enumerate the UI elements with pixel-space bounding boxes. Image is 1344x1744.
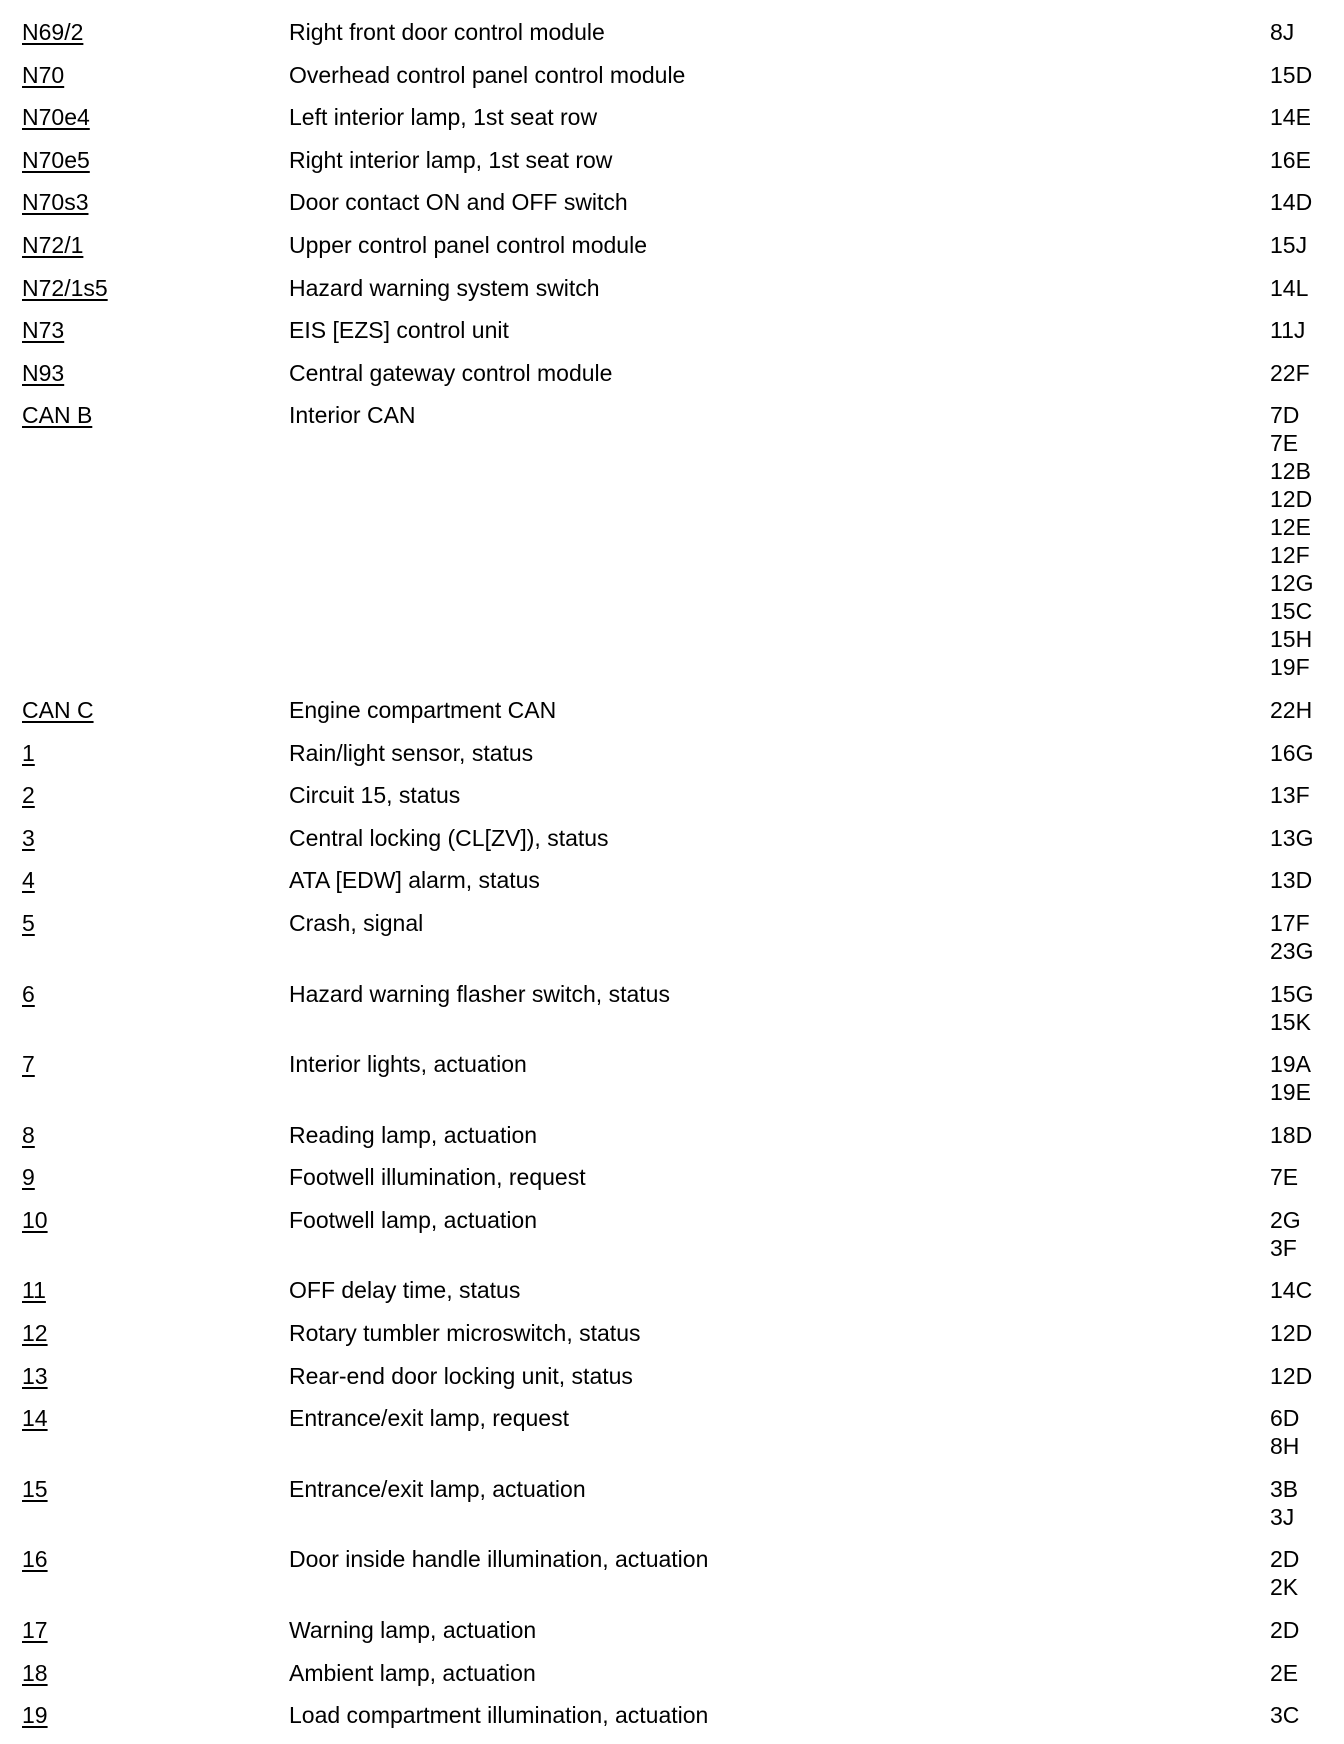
grid-reference-list [1270, 696, 1312, 724]
legend-row [0, 980, 1344, 1036]
grid-reference: 15J [1270, 231, 1308, 258]
legend-row [0, 1659, 1344, 1687]
legend-row [0, 274, 1344, 302]
legend-row [0, 1475, 1344, 1531]
component-description: Upper control panel control module [289, 231, 647, 258]
component-code-link[interactable]: 12 [22, 1320, 48, 1347]
component-description: Central gateway control module [289, 359, 613, 386]
grid-reference: 17F [1270, 909, 1310, 936]
component-code-link[interactable]: 6 [22, 980, 35, 1007]
component-code-link[interactable]: N70e4 [22, 104, 90, 131]
legend-row [0, 1206, 1344, 1262]
component-description: Left interior lamp, 1st seat row [289, 104, 598, 131]
legend-row [0, 359, 1344, 387]
grid-reference: 16G [1270, 739, 1314, 766]
component-code-link[interactable]: 19 [22, 1702, 48, 1729]
legend-row [0, 696, 1344, 724]
component-description: Door contact ON and OFF switch [289, 189, 628, 216]
component-code-link[interactable]: N69/2 [22, 19, 84, 45]
grid-reference: 12D [1270, 1320, 1313, 1347]
grid-reference: 18D [1270, 1121, 1313, 1148]
component-description: Overhead control panel control module [289, 61, 686, 88]
legend-row [0, 824, 1344, 852]
grid-reference-list [1270, 1362, 1312, 1390]
grid-reference: 13F [1270, 782, 1310, 809]
component-code-link[interactable]: 4 [22, 867, 35, 894]
grid-reference: 15G [1270, 980, 1314, 1007]
legend-row [0, 61, 1344, 89]
component-code-link[interactable]: CAN B [22, 402, 93, 429]
component-code-link[interactable]: 15 [22, 1475, 48, 1502]
legend-row [0, 316, 1344, 344]
grid-reference: 6D [1270, 1405, 1300, 1432]
grid-reference-list [1270, 146, 1311, 174]
component-description: Right interior lamp, 1st seat row [289, 146, 613, 173]
component-description: Interior CAN [289, 402, 416, 429]
component-code-link[interactable]: 13 [22, 1362, 48, 1389]
grid-reference-list [1270, 188, 1312, 216]
grid-reference-list [1270, 61, 1312, 89]
component-code-link[interactable]: 1 [22, 739, 35, 766]
component-code-link[interactable]: N70 [22, 61, 65, 88]
grid-reference: 3F [1270, 1234, 1297, 1261]
grid-reference-list [1270, 359, 1310, 387]
component-description: Central locking (CL[ZV]), status [289, 824, 609, 851]
grid-reference: 14L [1270, 274, 1309, 301]
component-code-link[interactable]: N70s3 [22, 189, 89, 216]
component-description: Crash, signal [289, 909, 424, 936]
grid-reference-list [1270, 1163, 1298, 1191]
grid-reference: 2D [1270, 1617, 1300, 1644]
component-code-link[interactable]: 18 [22, 1659, 48, 1686]
grid-reference: 13D [1270, 867, 1313, 894]
legend-row [0, 103, 1344, 131]
grid-reference-list [1270, 401, 1313, 681]
grid-reference-list [1270, 781, 1310, 809]
grid-reference: 12B [1270, 458, 1311, 485]
grid-reference: 16E [1270, 146, 1311, 173]
grid-reference-list [1270, 1276, 1312, 1304]
legend-row [0, 1163, 1344, 1191]
component-code-link[interactable]: 8 [22, 1121, 35, 1148]
legend-row [0, 739, 1344, 767]
component-description: Entrance/exit lamp, request [289, 1405, 569, 1432]
grid-reference-list [1270, 739, 1313, 767]
legend-row [0, 1319, 1344, 1347]
legend-row [0, 866, 1344, 894]
legend-row [0, 1050, 1344, 1106]
grid-reference-list [1270, 1616, 1299, 1644]
component-description: Reading lamp, actuation [289, 1121, 538, 1148]
grid-reference: 8H [1270, 1433, 1300, 1460]
grid-reference-list [1270, 824, 1313, 852]
component-code-link[interactable]: 14 [22, 1405, 48, 1432]
grid-reference: 15K [1270, 1008, 1311, 1035]
component-code-link[interactable]: 10 [22, 1206, 48, 1233]
grid-reference: 2G [1270, 1206, 1301, 1233]
legend-row [0, 18, 1344, 46]
grid-reference: 14C [1270, 1277, 1313, 1304]
grid-reference: 3C [1270, 1702, 1300, 1729]
component-code-link[interactable]: 11 [22, 1277, 46, 1304]
grid-reference: 12D [1270, 1362, 1313, 1389]
component-description: Rotary tumbler microswitch, status [289, 1320, 641, 1347]
grid-reference: 3B [1270, 1475, 1299, 1502]
grid-reference: 3J [1270, 1503, 1295, 1530]
grid-reference: 2E [1270, 1659, 1299, 1686]
component-description: Footwell lamp, actuation [289, 1206, 538, 1233]
grid-reference: 7D [1270, 402, 1300, 429]
grid-reference-list [1270, 231, 1307, 259]
component-description: Circuit 15, status [289, 782, 461, 809]
grid-reference-list [1270, 1206, 1301, 1262]
grid-reference-list [1270, 1050, 1311, 1106]
component-description: Warning lamp, actuation [289, 1617, 537, 1644]
component-code-link[interactable]: N70e5 [22, 146, 90, 173]
grid-reference: 15D [1270, 61, 1313, 88]
legend-row [0, 1362, 1344, 1390]
component-description: Hazard warning flasher switch, status [289, 980, 670, 1007]
component-description: OFF delay time, status [289, 1277, 521, 1304]
component-description: Footwell illumination, request [289, 1164, 586, 1191]
grid-reference: 7E [1270, 1164, 1299, 1191]
grid-reference-list [1270, 1701, 1299, 1729]
component-description: Interior lights, actuation [289, 1051, 527, 1078]
legend-row [0, 1121, 1344, 1149]
component-description: ATA [EDW] alarm, status [289, 867, 540, 894]
component-description: Right front door control module [289, 19, 605, 45]
legend-row [0, 401, 1344, 681]
component-code-link[interactable]: 2 [22, 782, 35, 809]
component-description: Rain/light sensor, status [289, 739, 534, 766]
grid-reference: 13G [1270, 824, 1314, 851]
component-code-link[interactable]: 17 [22, 1617, 48, 1644]
legend-row [0, 1404, 1344, 1460]
grid-reference: 22H [1270, 696, 1313, 723]
component-description: Engine compartment CAN [289, 696, 557, 723]
grid-reference: 23G [1270, 937, 1314, 964]
component-code-link[interactable]: 5 [22, 909, 35, 936]
component-code-link[interactable]: 16 [22, 1546, 48, 1573]
component-description: Rear-end door locking unit, status [289, 1362, 633, 1389]
grid-reference-list [1270, 103, 1311, 131]
grid-reference: 11J [1270, 317, 1306, 344]
component-description: Entrance/exit lamp, actuation [289, 1475, 586, 1502]
grid-reference: 19F [1270, 654, 1310, 681]
component-code-link[interactable]: N73 [22, 317, 65, 344]
component-code-link[interactable]: 3 [22, 824, 35, 851]
grid-reference-list [1270, 1659, 1298, 1687]
grid-reference-list [1270, 1319, 1312, 1347]
grid-reference-list [1270, 18, 1294, 46]
grid-reference-list [1270, 909, 1313, 965]
grid-reference: 7E [1270, 430, 1299, 457]
grid-reference: 15C [1270, 598, 1313, 625]
legend-row [0, 1276, 1344, 1304]
grid-reference-list [1270, 1475, 1298, 1531]
legend-row [0, 1545, 1344, 1601]
legend-row [0, 781, 1344, 809]
component-code-link[interactable]: N93 [22, 359, 65, 386]
component-code-link[interactable]: 9 [22, 1164, 35, 1191]
grid-reference: 19E [1270, 1079, 1311, 1106]
component-description: Door inside handle illumination, actuation [289, 1546, 709, 1573]
component-code-link[interactable]: 7 [22, 1051, 35, 1078]
grid-reference: 12D [1270, 486, 1313, 513]
legend-row [0, 1616, 1344, 1644]
component-code-link[interactable]: N72/1s5 [22, 274, 108, 301]
grid-reference: 22F [1270, 359, 1310, 386]
grid-reference: 15H [1270, 626, 1313, 653]
grid-reference-list [1270, 866, 1312, 894]
grid-reference-list [1270, 1404, 1299, 1460]
grid-reference: 8J [1270, 19, 1295, 45]
grid-reference-list [1270, 274, 1308, 302]
legend-row [0, 1701, 1344, 1729]
grid-reference-list [1270, 1121, 1312, 1149]
component-description: EIS [EZS] control unit [289, 317, 509, 344]
component-description: Load compartment illumination, actuation [289, 1702, 709, 1729]
component-code-link[interactable]: N72/1 [22, 231, 84, 258]
component-description: Ambient lamp, actuation [289, 1659, 536, 1686]
grid-reference: 19A [1270, 1051, 1311, 1078]
grid-reference: 12G [1270, 570, 1314, 597]
legend-row [0, 146, 1344, 174]
legend-row [0, 231, 1344, 259]
component-code-link[interactable]: CAN C [22, 696, 94, 723]
grid-reference: 12F [1270, 542, 1310, 569]
grid-reference-list [1270, 316, 1305, 344]
grid-reference: 14E [1270, 104, 1311, 131]
legend-table [0, 18, 1344, 1744]
grid-reference-list [1270, 980, 1313, 1036]
grid-reference: 14D [1270, 189, 1313, 216]
grid-reference: 12E [1270, 514, 1311, 541]
grid-reference: 2K [1270, 1574, 1299, 1601]
grid-reference-list [1270, 1545, 1299, 1601]
component-description: Hazard warning system switch [289, 274, 600, 301]
legend-row [0, 188, 1344, 216]
legend-row [0, 909, 1344, 965]
grid-reference: 2D [1270, 1546, 1300, 1573]
